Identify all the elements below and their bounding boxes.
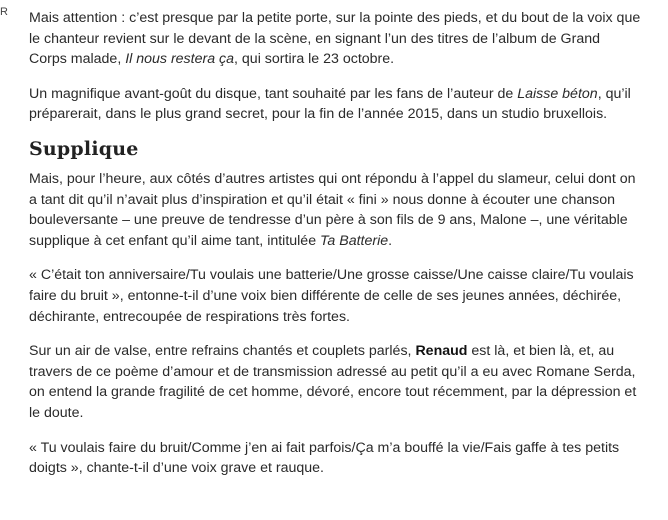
paragraph-supplique — [29, 169, 641, 251]
song-title: Ta Batterie — [320, 232, 389, 249]
paragraph-text: Mais attention : c’est presque par la petite porte, sur la pointe des pieds, et du bout de la voix que le chanteur revient sur le devant de la scène, en signant l’un des titres de l’album de Grand Corps malade, — [29, 10, 641, 68]
album-title: Il nous restera ça — [125, 51, 235, 68]
paragraph-text: Sur un air de valse, entre refrains chantés et couplets parlés, — [29, 343, 416, 360]
paragraph-text: Mais, pour l’heure, aux côtés d’autres artistes qui ont répondu à l’appel du slameur, celui dont on a tant dit qu’il n’avait plus d’inspiration et qu’il était « fini » nous donne à écouter une chanson bouleversante – une preuve de tendresse d’un père à son fils de 9 ans, Malone –, une véritable supplique à cet enfant qu’il aime tant, intitulée — [29, 170, 636, 249]
paragraph-text: , qu’il préparerait, dans le plus grand secret, pour la fin de l’année 2015, dans un studio bruxellois. — [29, 85, 631, 123]
song-title: Laisse béton — [517, 85, 598, 102]
paragraph-text: , qui sortira le 23 octobre. — [234, 51, 395, 68]
paragraph-waltz — [29, 341, 641, 423]
paragraph-lyrics-quote-2: « Tu voulais faire du bruit/Comme j’en ai fait parfois/Ça m’a bouffé la vie/Fais gaffe à tes petits doigts », chante-t-il d’une voix grave et rauque. — [29, 439, 620, 477]
paragraph-lyrics-quote: « C’était ton anniversaire/Tu voulais une batterie/Une grosse caisse/Une caisse claire/Tu voulais faire du bruit », entonne-t-il d’une voix bien différente de celle de ses jeunes années, déchirée, déchirante, entrecoupée de respirations très fortes. — [29, 267, 634, 325]
article-body — [29, 8, 641, 479]
paragraph-text: est là, et bien là, et, au travers de ce poème d’amour et de transmission adressé au petit qu’il a eu avec Romane Serda, on entend la grande fragilité de cet homme, dévoré, encore tout récemment, par la dépression et le doute. — [29, 343, 637, 421]
paragraph-album-announcement — [29, 8, 641, 70]
section-heading: Supplique — [29, 137, 139, 160]
paragraph-text: . — [388, 232, 393, 249]
paragraph-text: Un magnifique avant-goût du disque, tant souhaité par les fans de l’auteur de — [29, 85, 518, 102]
edge-character: R — [0, 6, 8, 18]
artist-name: Renaud — [415, 343, 468, 360]
paragraph-album-preview — [29, 84, 641, 125]
